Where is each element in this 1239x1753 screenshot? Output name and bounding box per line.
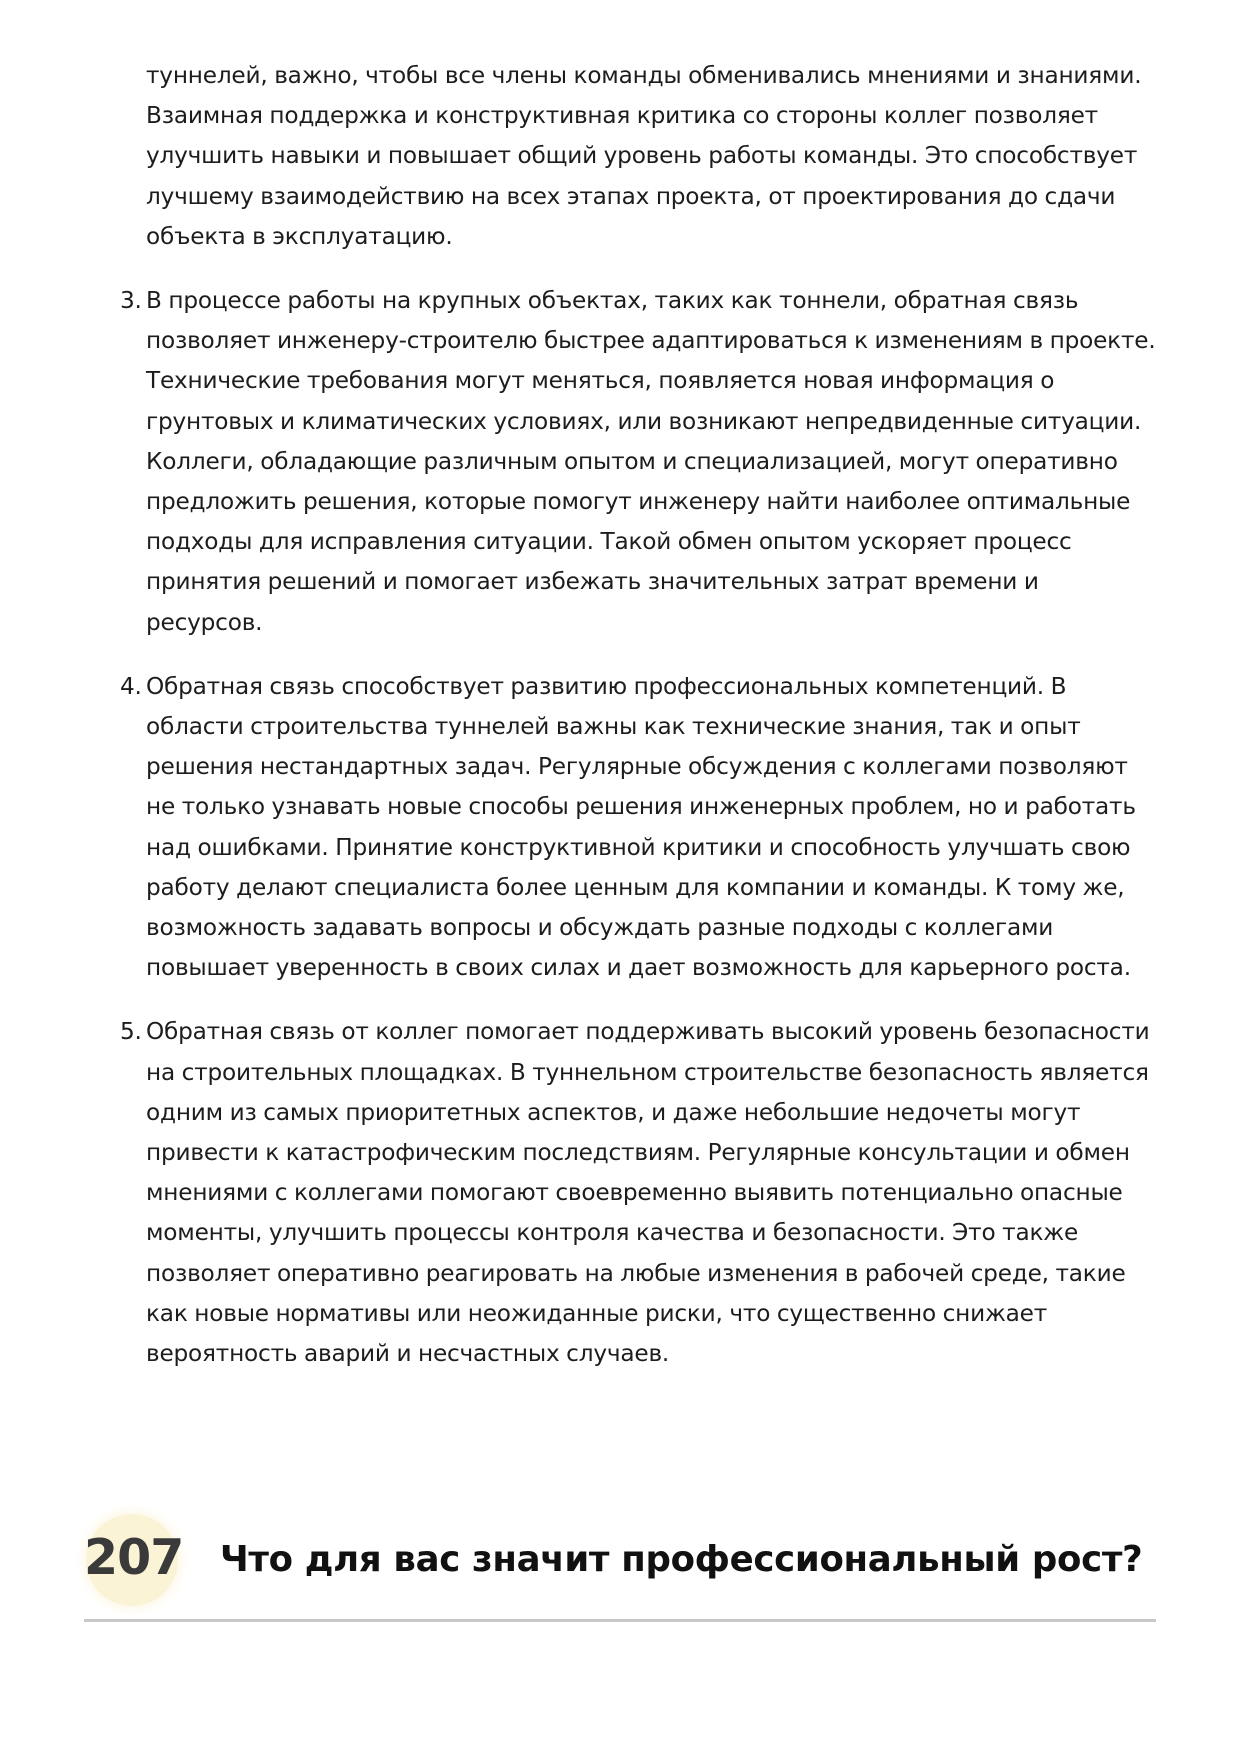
header-divider [84,1619,1156,1622]
page-content [120,56,1160,1374]
numbered-list [120,281,1160,1374]
list-item-5 [120,1012,1160,1374]
list-item-4 [120,667,1160,989]
list-item-number: 5. [120,1018,142,1046]
question-title: Что для вас значит профессиональный рост? [220,1539,1143,1580]
question-header [84,1512,1156,1622]
list-item-3 [120,281,1160,643]
list-item-number: 3. [120,287,142,315]
question-number: 207 [84,1529,184,1586]
list-item-text: Обратная связь от коллег помогает поддерживать высокий уровень безопасности на строительных площадках. В туннельном строительстве безопасность является одним из самых приоритетных аспектов, и даже небольшие недочеты могут привести к катастрофическим последствиям. Регулярные консультации и обмен мнениями с коллегами помогают своевременно выявить потенциально опасные моменты, улучшить процессы контроля качества и безопасности. Это также позволяет оперативно реагировать на любые изменения в рабочей среде, такие как новые нормативы или неожиданные риски, что существенно снижает вероятность аварий и несчастных случаев. [146,1018,1150,1368]
list-item-number: 4. [120,672,142,700]
intro-continuation-paragraph: туннелей, важно, чтобы все члены команды обменивались мнениями и знаниями. Взаимная поддержка и конструктивная критика со стороны коллег позволяет улучшить навыки и повышает общий уровень работы команды. Это способствует лучшему взаимодействию на всех этапах проекта, от проектирования до сдачи объекта в эксплуатацию. [146,62,1142,250]
list-item-text: В процессе работы на крупных объектах, таких как тоннели, обратная связь позволяет инженеру-строителю быстрее адаптироваться к изменениям в проекте. Технические требования могут меняться, появляется новая информация о грунтовых и климатических условиях, или возникают непредвиденные ситуации. Коллеги, обладающие различным опытом и специализацией, могут оперативно предложить решения, которые помогут инженеру найти наиболее оптимальные подходы для исправления ситуации. Такой обмен опытом ускоряет процесс принятия решений и помогает избежать значительных затрат времени и ресурсов. [146,287,1156,636]
list-item-text: Обратная связь способствует развитию профессиональных компетенций. В области строительства туннелей важны как технические знания, так и опыт решения нестандартных задач. Регулярные обсуждения с коллегами позволяют не только узнавать новые способы решения инженерных проблем, но и работать над ошибками. Принятие конструктивной критики и способность улучшать свою работу делают специалиста более ценным для компании и команды. К тому же, возможность задавать вопросы и обсуждать разные подходы с коллегами повышает уверенность в своих силах и дает возможность для карьерного роста. [146,672,1136,982]
